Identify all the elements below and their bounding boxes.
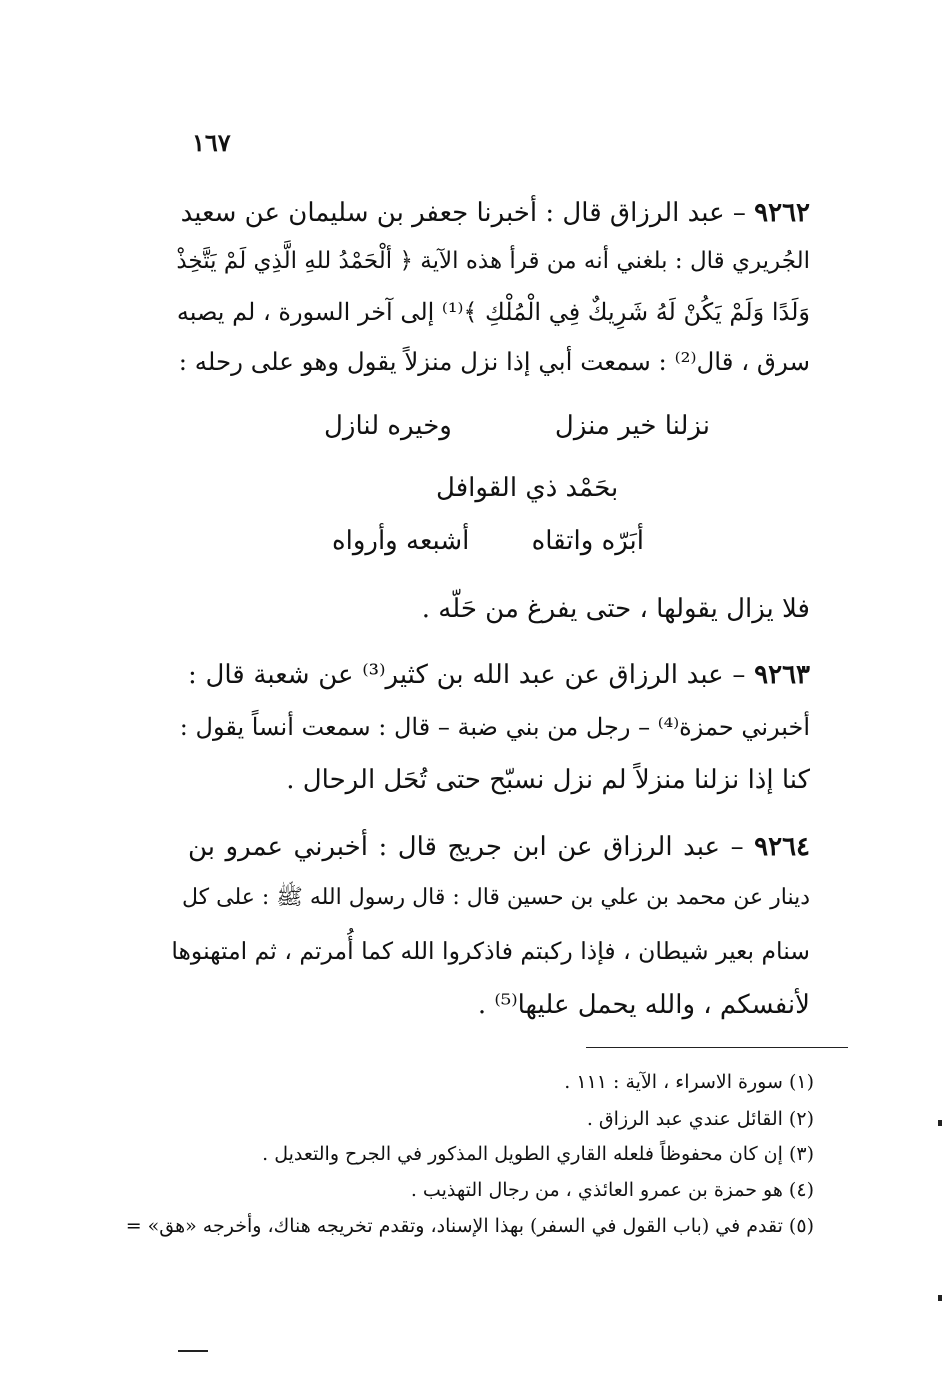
poem-verse-2: بحَمْد ذي القوافل — [436, 473, 619, 503]
hadith-text: – عبد الرزاق عن ابن جريج قال : أخبرني عمرو بن — [188, 832, 744, 862]
hadith-number: ٩٢٦٢ — [754, 198, 810, 228]
hadith-9262-line-1 — [180, 198, 810, 228]
footnote-1: (١) سورة الاسراء ، الآية : ١١١ . — [564, 1071, 814, 1093]
hadith-9263-line-3: كنا إذا نزلنا منزلاً لم نزل نسبّح حتى تُحَل الرحال . — [286, 765, 810, 795]
hadith-text: – عبد الرزاق قال : أخبرنا جعفر بن سليمان عن سعيد — [180, 198, 746, 228]
scan-speck — [178, 1350, 208, 1352]
hadith-text: – عبد الرزاق عن عبد الله بن كثير⁽³⁾ عن شعبة قال : — [188, 660, 746, 690]
hadith-9263-line-1 — [188, 662, 810, 688]
hadith-number: ٩٢٦٤ — [754, 832, 810, 862]
hadith-9264-line-1 — [188, 834, 810, 860]
hadith-9262-line-2: الجُريري قال : بلغني أنه من قرأ هذه الآية ﴿ ألْحَمْدُ للهِ الَّذِي لَمْ يَتَّخِذْ — [176, 248, 810, 274]
hadith-9262-closing: فلا يزال يقولها ، حتى يفرغ من حَلّه . — [421, 594, 810, 624]
footnote-separator — [586, 1047, 848, 1048]
poem-verse-1-left: وخيره لنازل — [324, 411, 452, 441]
poem-verse-3-right: أبَرّه واتقاه — [531, 526, 644, 556]
hadith-9264-line-4: لأنفسكم ، والله يحمل عليها⁽⁵⁾ . — [477, 990, 810, 1020]
hadith-9262-line-4: سرق ، قال⁽²⁾ : سمعت أبي إذا نزل منزلاً يقول وهو على رحله : — [178, 347, 810, 376]
poem-verse-1-right: نزلنا خير منزل — [554, 411, 710, 441]
poem-verse-3-left: أشبعه وأرواه — [332, 526, 470, 556]
hadith-9263-line-2: أخبرني حمزة⁽⁴⁾ – رجل من بني ضبة – قال : سمعت أنساً يقول : — [179, 713, 810, 741]
footnote-2: (٢) القائل عندي عبد الرزاق . — [586, 1108, 814, 1130]
footnote-4: (٤) هو حمزة بن عمرو العائذي ، من رجال التهذيب . — [410, 1179, 814, 1201]
hadith-9262-line-3: وَلَدًا وَلَمْ يَكُنْ لَهُ شَرِيكٌ فِي الْمُلْكِ ﴾⁽¹⁾ إلى آخر السورة ، لم يصبه — [176, 298, 810, 326]
hadith-number: ٩٢٦٣ — [754, 660, 810, 690]
page-number: ١٦٧ — [192, 128, 231, 157]
footnote-5: (٥) تقدم في (باب القول في السفر) بهذا الإسناد، وتقدم تخريجه هناك، وأخرجه «هق» = — [125, 1215, 814, 1237]
footnote-3: (٣) إن كان محفوظاً فلعله القاري الطويل المذكور في الجرح والتعديل . — [262, 1143, 814, 1165]
hadith-9264-line-3: سنام بعير شيطان ، فإذا ركبتم فاذكروا الله كما أُمرتم ، ثم امتهنوها — [171, 937, 810, 965]
scan-speck — [938, 1295, 942, 1301]
hadith-9264-line-2: دينار عن محمد بن علي بن حسين قال : قال رسول الله ﷺ : على كل — [182, 885, 810, 910]
scan-speck — [938, 1120, 942, 1126]
